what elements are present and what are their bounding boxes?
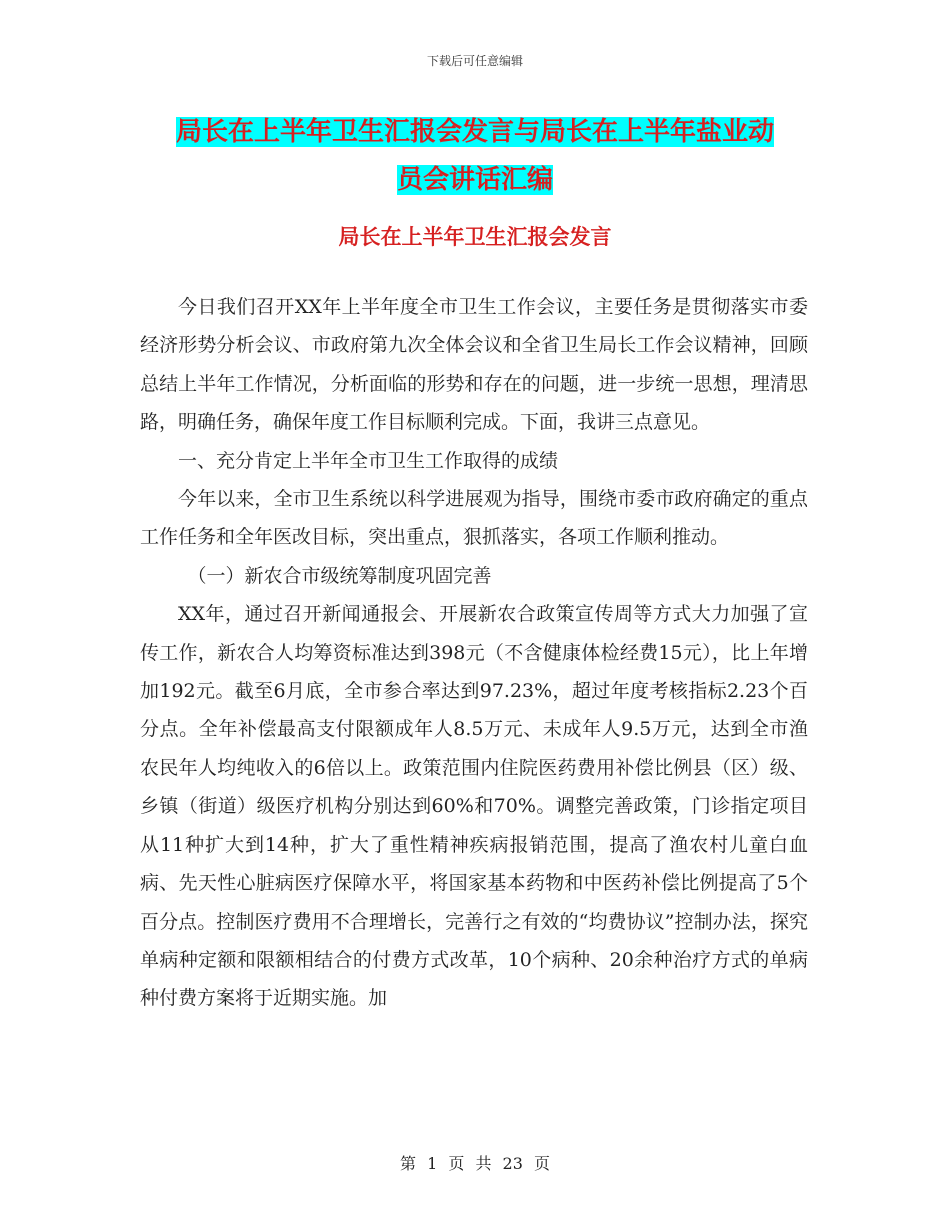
paragraph-intro: 今日我们召开XX年上半年度全市卫生工作会议，主要任务是贯彻落实市委经济形势分析会议、市政府第九次全体会议和全省卫生局长工作会议精神，回顾总结上半年工作情况，分析面临的形势和存在的问题，进一步统一思想，理清思路，明确任务，确保年度工作目标顺利完成。下面，我讲三点意见。 xyxy=(140,296,808,434)
paragraph-ncms: XX年，通过召开新闻通报会、开展新农合政策宣传周等方式大力加强了宣传工作，新农合人均筹资标准达到398元（不含健康体检经费15元），比上年增加192元。截至6月底，全市参合率达到97.23%，超过年度考核指标2.23个百分点。全年补偿最高支付限额成年人8.5万元、未成年人9.5万元，达到全市渔农民年人均纯收入的6倍以上。政策范围内住院医药费用补偿比例县（区）级、乡镇（街道）级医疗机构分别达到60%和70%。调整完善政策，门诊指定项目从11种扩大到14种，扩大了重性精神疾病报销范围，提高了渔农村儿童白血病、先天性心脏病医疗保障水平，将国家基本药物和中医药补偿比例提高了5个百分点。控制医疗费用不合理增长，完善行之有效的“均费协议”控制办法，探究单病种定额和限额相结合的付费方式改革，10个病种、20余种治疗方式的单病种付费方案将于近期实施。加 xyxy=(140,603,808,1010)
page-header-note: 下载后可任意编辑 xyxy=(426,54,523,68)
paragraph-overview: 今年以来，全市卫生系统以科学进展观为指导，围绕市委市政府确定的重点工作任务和全年医改目标，突出重点，狠抓落实，各项工作顺利推动。 xyxy=(140,488,808,549)
heading-part-one: 一、充分肯定上半年全市卫生工作取得的成绩 xyxy=(178,449,559,472)
document-title-line-1: 局长在上半年卫生汇报会发言与局长在上半年盐业动 xyxy=(175,117,774,147)
section-title: 局长在上半年卫生汇报会发言 xyxy=(338,224,612,249)
subheading-item-one: （一）新农合市级统筹制度巩固完善 xyxy=(187,564,492,587)
document-title xyxy=(150,108,800,204)
page-footer-number: 第 1 页 共 23 页 xyxy=(400,1154,550,1173)
document-body xyxy=(140,288,808,1018)
document-title-line-2: 员会讲话汇编 xyxy=(396,165,553,195)
